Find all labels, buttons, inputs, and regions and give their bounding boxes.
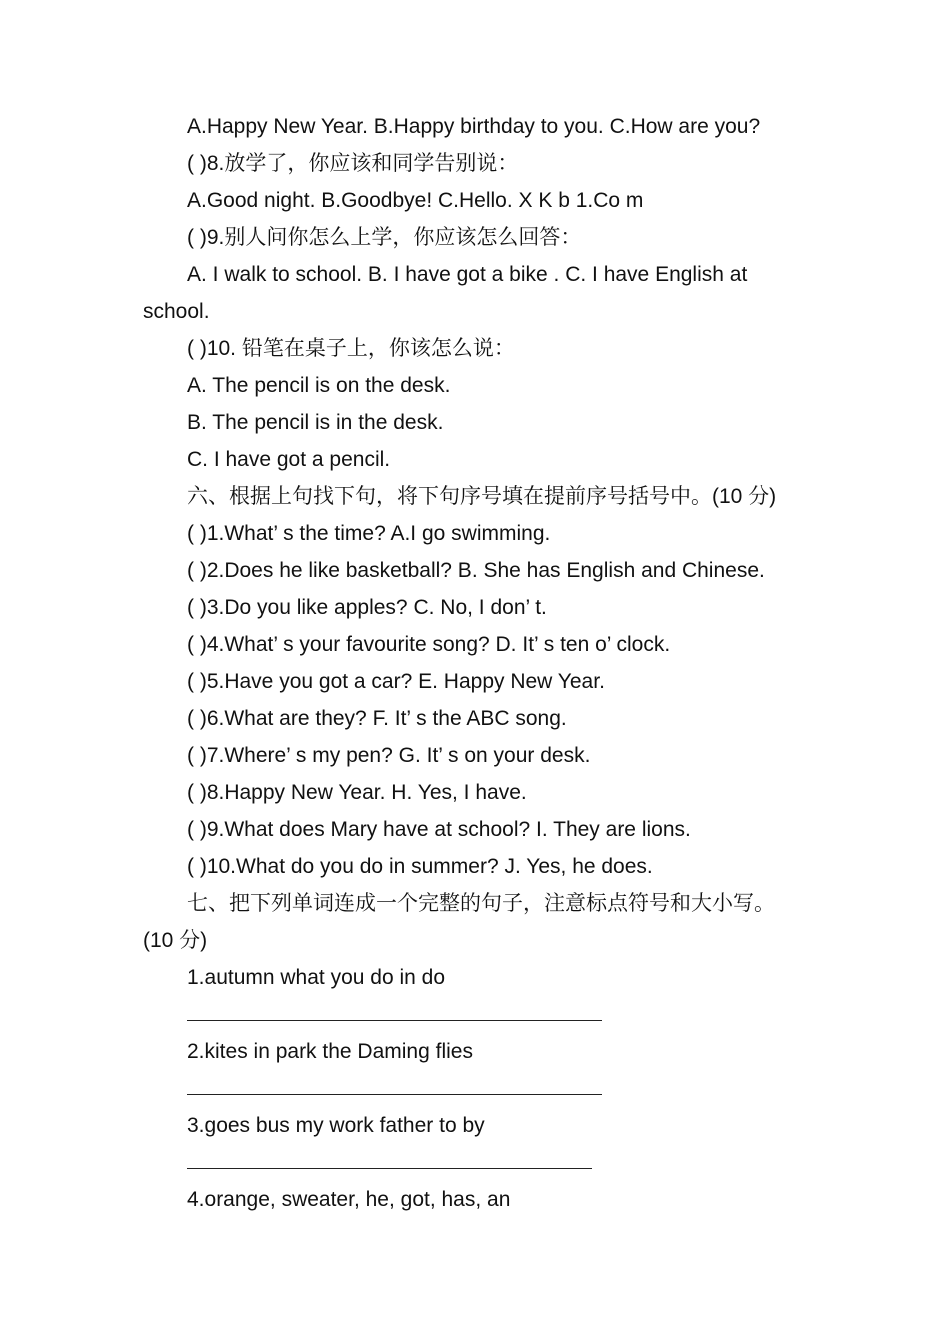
q10-option-c: C. I have got a pencil. xyxy=(187,448,391,471)
answer-line-1[interactable] xyxy=(0,996,950,1033)
q10-option-a: A. The pencil is on the desk. xyxy=(187,374,451,397)
q9-options-continued: school. xyxy=(143,300,210,323)
q9-options: A. I walk to school. B. I have got a bike . C. I have English at xyxy=(187,263,748,286)
q8-options: A.Good night. B.Goodbye! C.Hello. X K b 1.Co m xyxy=(187,189,644,212)
match-item-6: ( )6.What are they? F. It’ s the ABC song. xyxy=(187,707,567,730)
match-item-10: ( )10.What do you do in summer? J. Yes, he does. xyxy=(187,855,653,878)
reorder-item-3: 3.goes bus my work father to by xyxy=(187,1114,485,1137)
reorder-item-1: 1.autumn what you do in do xyxy=(187,966,446,989)
q10-prompt: ( )10. 铅笔在桌子上，你该怎么说： xyxy=(187,337,515,360)
section-6-heading: 六、根据上句找下句，将下句序号填在提前序号括号中。(10 分) xyxy=(187,485,777,508)
section-7-heading: 七、把下列单词连成一个完整的句子，注意标点符号和大小写。 xyxy=(187,892,775,915)
q9-prompt: ( )9.别人问你怎么上学，你应该怎么回答： xyxy=(187,226,582,249)
match-item-2: ( )2.Does he like basketball? B. She has English and Chinese. xyxy=(187,559,765,582)
q10-option-b: B. The pencil is in the desk. xyxy=(187,411,444,434)
answer-line-2[interactable] xyxy=(0,1070,950,1107)
section-7-points: (10 分) xyxy=(143,929,208,952)
match-item-4: ( )4.What’ s your favourite song? D. It’ s ten o’ clock. xyxy=(187,633,671,656)
match-item-8: ( )8.Happy New Year. H. Yes, I have. xyxy=(187,781,527,804)
answer-line-3[interactable] xyxy=(0,1144,950,1181)
reorder-item-4: 4.orange, sweater, he, got, has, an xyxy=(187,1188,511,1211)
q8-prompt: ( )8.放学了，你应该和同学告别说： xyxy=(187,152,519,175)
reorder-item-2: 2.kites in park the Daming flies xyxy=(187,1040,473,1063)
match-item-7: ( )7.Where’ s my pen? G. It’ s on your desk. xyxy=(187,744,591,767)
match-item-5: ( )5.Have you got a car? E. Happy New Year. xyxy=(187,670,605,693)
match-item-9: ( )9.What does Mary have at school? I. They are lions. xyxy=(187,818,691,841)
match-item-3: ( )3.Do you like apples? C. No, I don’ t. xyxy=(187,596,547,619)
q7-options: A.Happy New Year. B.Happy birthday to you. C.How are you? xyxy=(187,115,761,138)
match-item-1: ( )1.What’ s the time? A.I go swimming. xyxy=(187,522,551,545)
document-page xyxy=(0,108,950,1218)
